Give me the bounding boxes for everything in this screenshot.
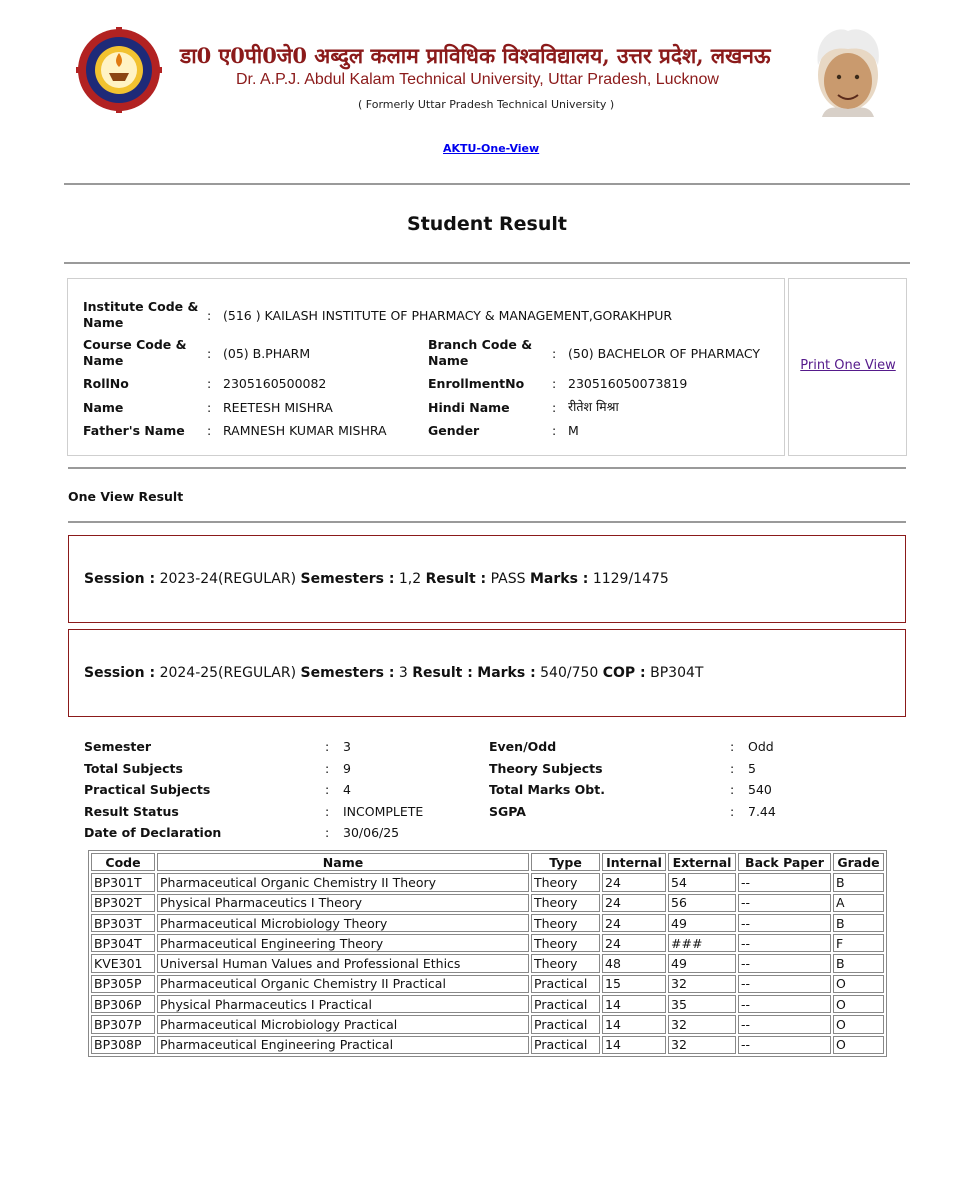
cell-internal: 14 [602, 995, 666, 1013]
column-header-external: External [668, 853, 736, 871]
divider [64, 183, 910, 185]
colon: : [325, 782, 330, 797]
cell-type: Theory [531, 873, 600, 891]
institute-value: (516 ) KAILASH INSTITUTE OF PHARMACY & MANAGEMENT,GORAKHPUR [223, 308, 673, 323]
branch-label: Branch Code & Name [428, 337, 533, 368]
cell-grade: B [833, 954, 884, 972]
cell-external: 49 [668, 914, 736, 932]
cell-code: BP305P [91, 975, 155, 993]
cell-external: 56 [668, 894, 736, 912]
even-odd-label: Even/Odd [489, 739, 557, 754]
colon: : [325, 761, 330, 776]
cell-type: Theory [531, 954, 600, 972]
total-subjects-value: 9 [343, 761, 351, 776]
cell-back-paper: -- [738, 1036, 831, 1054]
cell-internal: 14 [602, 1036, 666, 1054]
cell-type: Theory [531, 934, 600, 952]
cell-type: Practical [531, 1015, 600, 1033]
cell-code: BP307P [91, 1015, 155, 1033]
cell-code: BP308P [91, 1036, 155, 1054]
even-odd-value: Odd [748, 739, 774, 754]
marks-label: Marks : [477, 665, 536, 681]
cell-type: Practical [531, 995, 600, 1013]
university-english-title: Dr. A.P.J. Abdul Kalam Technical University, Uttar Pradesh, Lucknow [236, 71, 719, 88]
cell-name: Pharmaceutical Microbiology Practical [157, 1015, 529, 1033]
cell-name: Pharmaceutical Organic Chemistry II Practical [157, 975, 529, 993]
aktu-one-view-link[interactable]: AKTU-One-View [443, 142, 540, 155]
colon: : [207, 308, 212, 323]
cell-name: Pharmaceutical Microbiology Theory [157, 914, 529, 932]
column-header-name: Name [157, 853, 529, 871]
gender-value: M [568, 423, 579, 438]
cell-back-paper: -- [738, 873, 831, 891]
divider [68, 521, 906, 523]
cop-value: BP304T [650, 665, 704, 681]
semester-value: 3 [343, 739, 351, 754]
hindi-name-label: Hindi Name [428, 400, 510, 415]
cell-internal: 24 [602, 934, 666, 952]
session-label: Session : [84, 571, 156, 587]
session-value: 2024-25(REGULAR) [159, 665, 297, 681]
colon: : [325, 825, 330, 840]
cell-grade: O [833, 1036, 884, 1054]
theory-subjects-value: 5 [748, 761, 756, 776]
cell-external: 54 [668, 873, 736, 891]
colon: : [552, 400, 557, 415]
table-row [91, 873, 884, 891]
name-label: Name [83, 400, 124, 415]
column-header-type: Type [531, 853, 600, 871]
cell-grade: B [833, 914, 884, 932]
session-value: 2023-24(REGULAR) [159, 571, 297, 587]
table-row [91, 894, 884, 912]
semester-label: Semester [84, 739, 152, 754]
colon: : [552, 346, 557, 361]
marks-table [88, 850, 887, 1057]
cell-internal: 24 [602, 894, 666, 912]
session-box-2023-24 [68, 535, 906, 623]
table-row [91, 995, 884, 1013]
semesters-value: 1,2 [398, 571, 422, 587]
cell-external: 32 [668, 1036, 736, 1054]
colon: : [730, 782, 735, 797]
cell-internal: 24 [602, 873, 666, 891]
portrait-image [800, 25, 896, 117]
cell-code: KVE301 [91, 954, 155, 972]
cell-grade: O [833, 995, 884, 1013]
cell-grade: B [833, 873, 884, 891]
one-view-result-heading: One View Result [68, 489, 184, 504]
institute-label: Institute Code & Name [83, 299, 199, 330]
result-label: Result : [412, 665, 473, 681]
colon: : [552, 423, 557, 438]
practical-subjects-label: Practical Subjects [84, 782, 211, 797]
cell-name: Pharmaceutical Organic Chemistry II Theory [157, 873, 529, 891]
cell-code: BP303T [91, 914, 155, 932]
cell-back-paper: -- [738, 894, 831, 912]
column-header-grade: Grade [833, 853, 884, 871]
cell-grade: A [833, 894, 884, 912]
marks-value: 540/750 [540, 665, 599, 681]
cell-internal: 15 [602, 975, 666, 993]
session-box-2024-25 [68, 629, 906, 717]
cell-back-paper: -- [738, 995, 831, 1013]
cell-external: 35 [668, 995, 736, 1013]
colon: : [552, 376, 557, 391]
cell-code: BP306P [91, 995, 155, 1013]
father-name-label: Father's Name [83, 423, 185, 438]
column-header-internal: Internal [602, 853, 666, 871]
semesters-label: Semesters : [300, 571, 395, 587]
cell-type: Practical [531, 1036, 600, 1054]
cell-back-paper: -- [738, 1015, 831, 1033]
university-hindi-title: डा0 ए0पी0जे0 अब्दुल कलाम प्राविधिक विश्वविद्यालय, उत्तर प्रदेश, लखनऊ [180, 43, 771, 68]
theory-subjects-label: Theory Subjects [489, 761, 603, 776]
cell-name: Pharmaceutical Engineering Theory [157, 934, 529, 952]
cop-label: COP : [602, 665, 646, 681]
cell-code: BP304T [91, 934, 155, 952]
cell-external: ### [668, 934, 736, 952]
total-marks-label: Total Marks Obt. [489, 782, 605, 797]
cell-back-paper: -- [738, 914, 831, 932]
cell-type: Theory [531, 914, 600, 932]
colon: : [207, 423, 212, 438]
cell-grade: O [833, 1015, 884, 1033]
course-label: Course Code & Name [83, 337, 187, 368]
branch-value: (50) BACHELOR OF PHARMACY [568, 346, 761, 361]
table-row [91, 975, 884, 993]
result-label: Result : [425, 571, 487, 587]
cell-name: Universal Human Values and Professional Ethics [157, 954, 529, 972]
print-one-view-link[interactable]: Print One View [800, 358, 896, 373]
total-subjects-label: Total Subjects [84, 761, 183, 776]
cell-grade: O [833, 975, 884, 993]
father-name-value: RAMNESH KUMAR MISHRA [223, 423, 387, 438]
cell-external: 49 [668, 954, 736, 972]
cell-internal: 14 [602, 1015, 666, 1033]
cell-internal: 24 [602, 914, 666, 932]
formerly-text: ( Formerly Uttar Pradesh Technical University ) [358, 98, 615, 111]
table-row [91, 1015, 884, 1033]
declaration-date-value: 30/06/25 [343, 825, 400, 840]
cell-internal: 48 [602, 954, 666, 972]
gender-label: Gender [428, 423, 480, 438]
university-logo [76, 27, 162, 113]
colon: : [730, 804, 735, 819]
result-status-label: Result Status [84, 804, 179, 819]
declaration-date-label: Date of Declaration [84, 825, 222, 840]
marks-value: 1129/1475 [592, 571, 669, 587]
cell-code: BP301T [91, 873, 155, 891]
cell-type: Theory [531, 894, 600, 912]
table-header-row [91, 853, 884, 871]
table-row [91, 1036, 884, 1054]
hindi-name-value: रीतेश मिश्रा [568, 399, 619, 414]
cell-name: Pharmaceutical Engineering Practical [157, 1036, 529, 1054]
table-row [91, 954, 884, 972]
marks-label: Marks : [529, 571, 589, 587]
cell-type: Practical [531, 975, 600, 993]
column-header-back-paper: Back Paper [738, 853, 831, 871]
cell-grade: F [833, 934, 884, 952]
semesters-value: 3 [398, 665, 408, 681]
cell-back-paper: -- [738, 975, 831, 993]
course-value: (05) B.PHARM [223, 346, 311, 361]
cell-external: 32 [668, 1015, 736, 1033]
sgpa-value: 7.44 [748, 804, 776, 819]
table-row [91, 934, 884, 952]
name-value: REETESH MISHRA [223, 400, 333, 415]
semesters-label: Semesters : [300, 665, 395, 681]
session-label: Session : [84, 665, 156, 681]
colon: : [325, 739, 330, 754]
sgpa-label: SGPA [489, 804, 526, 819]
colon: : [207, 376, 212, 391]
rollno-label: RollNo [83, 376, 129, 391]
divider [64, 262, 910, 264]
colon: : [325, 804, 330, 819]
result-status-value: INCOMPLETE [343, 804, 424, 819]
cell-name: Physical Pharmaceutics I Theory [157, 894, 529, 912]
column-header-code: Code [91, 853, 155, 871]
colon: : [730, 761, 735, 776]
page-title: Student Result [407, 213, 567, 235]
divider [68, 467, 906, 469]
table-row [91, 914, 884, 932]
colon: : [730, 739, 735, 754]
cell-back-paper: -- [738, 934, 831, 952]
result-value: PASS [490, 571, 526, 587]
cell-external: 32 [668, 975, 736, 993]
rollno-value: 2305160500082 [223, 376, 327, 391]
cell-name: Physical Pharmaceutics I Practical [157, 995, 529, 1013]
total-marks-value: 540 [748, 782, 772, 797]
practical-subjects-value: 4 [343, 782, 351, 797]
colon: : [207, 346, 212, 361]
colon: : [207, 400, 212, 415]
enrollment-value: 230516050073819 [568, 376, 688, 391]
enrollment-label: EnrollmentNo [428, 376, 525, 391]
cell-back-paper: -- [738, 954, 831, 972]
cell-code: BP302T [91, 894, 155, 912]
